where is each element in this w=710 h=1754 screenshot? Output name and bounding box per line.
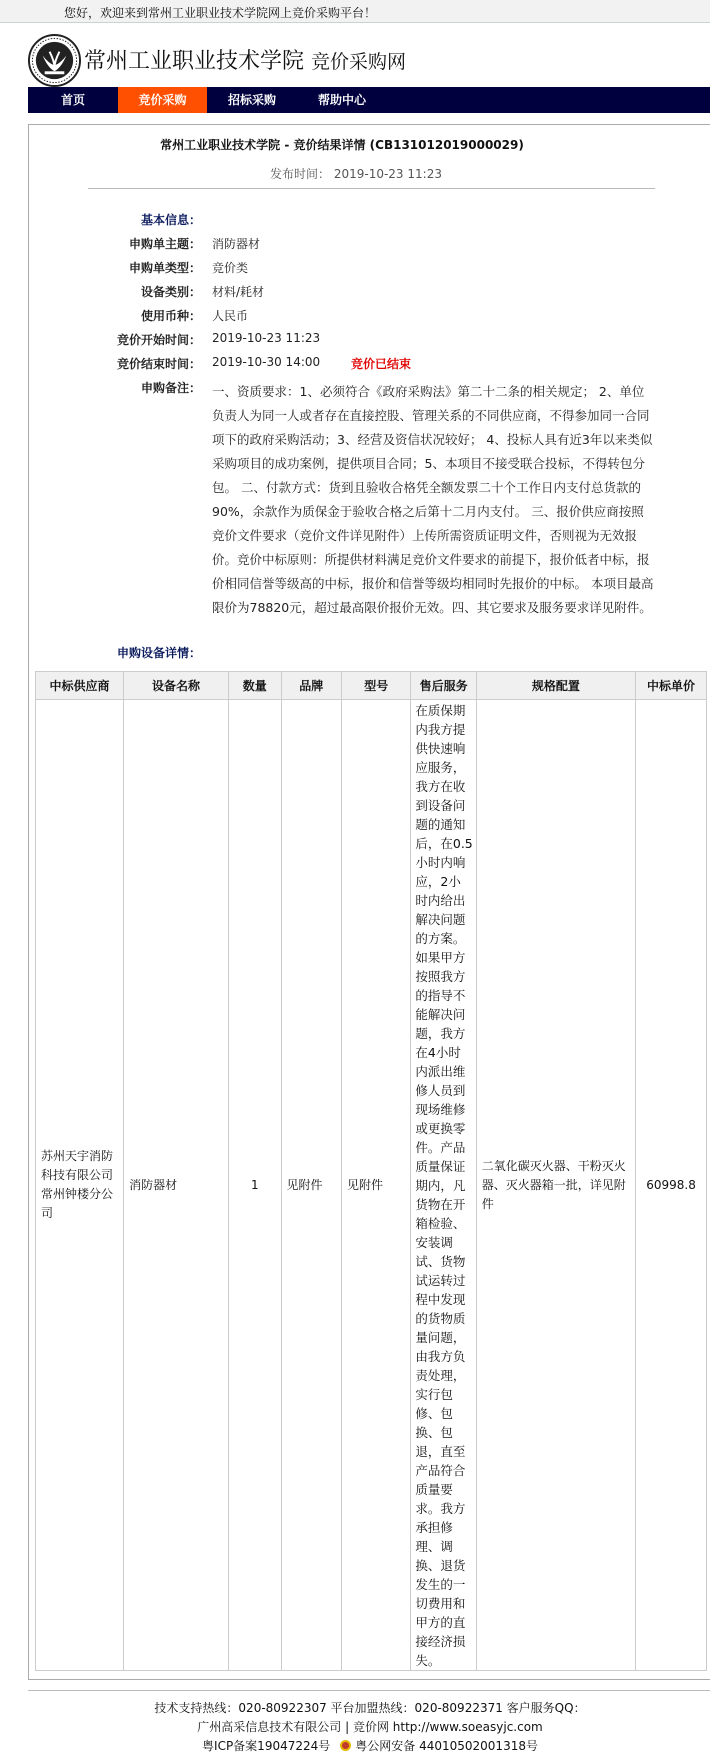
model-cell: 见附件	[342, 700, 411, 1671]
after-sales-line: 修、包	[415, 1406, 453, 1421]
field-label: 申购单主题：	[128, 237, 201, 251]
icp-record[interactable]: 粤ICP备案19047224号	[202, 1739, 331, 1753]
col-supplier: 中标供应商	[36, 672, 124, 700]
after-sales-line: 量问题，	[415, 1330, 466, 1345]
after-sales-line: 解决问题	[415, 912, 466, 927]
after-sales-line: 应，2小	[415, 874, 461, 889]
table-row	[36, 700, 707, 1671]
after-sales-line: 甲方的直	[415, 1615, 466, 1630]
welcome-text: 您好，欢迎来到常州工业职业技术学院网上竞价采购平台！	[64, 6, 377, 20]
name-cell: 消防器材	[124, 700, 229, 1671]
after-sales-line: 理、调	[415, 1539, 453, 1554]
after-sales-line: 题的通知	[415, 817, 466, 832]
after-sales-line: 换、包	[415, 1425, 453, 1440]
after-sales-line: 内派出维	[415, 1064, 466, 1079]
after-sales-line: 能解决问	[415, 1007, 466, 1022]
field-label: 竞价开始时间：	[116, 333, 201, 347]
after-sales-line: 现场维修	[415, 1102, 466, 1117]
field-label: 设备类别：	[140, 285, 201, 299]
page-title: 常州工业职业技术学院 - 竞价结果详情 (CB131012019000029)	[160, 138, 524, 152]
after-sales-line: 货物在开	[415, 1197, 466, 1212]
after-sales-line: 实行包	[415, 1387, 453, 1402]
college-logo-icon	[28, 34, 81, 87]
equipment-section-label: 申购设备详情：	[117, 646, 202, 660]
bid-status: 竞价已结束	[351, 357, 412, 371]
supplier-cell: 苏州天宇消防科技有限公司常州钟楼分公司	[36, 700, 124, 1671]
after-sales-line: 试、货物	[415, 1254, 466, 1269]
nav-bidding-purchase[interactable]: 竞价采购	[118, 87, 207, 113]
after-sales-line: 试运转过	[415, 1273, 466, 1288]
col-qty: 数量	[229, 672, 282, 700]
police-badge-icon	[340, 1740, 351, 1751]
after-sales-line: 产品符合	[415, 1463, 466, 1478]
after-sales-line: 或更换零	[415, 1121, 466, 1136]
after-sales-line: 件。产品	[415, 1140, 466, 1155]
field-row	[28, 355, 428, 375]
remark-text: 一、资质要求：1、必须符合《政府采购法》第二十二条的相关规定； 2、单位负责人为同一人或者存在直接控股、管理关系的不同供应商，不得参加同一合同项下的政府采购活动；3、经营及资信状况较好； 4、投标人具有近3年以来类似采购项目的成功案例，提供项目合同；5、本项目不接受联合投标，不得转包分包。 二、付款方式：货到且验收合格凭全额发票二十个工作日内支付总货款的90%，余款作为质保金于验收合格之后第十二月内支付。 三、报价供应商按照竞价文件要求（竞价文件详见附件）上传所需资质证明文件，否则视为无效报价。竞价中标原则：所提供材料满足竞价文件要求的前提下，报价低者中标，报价相同信誉等级高的中标，报价和信誉等级均相同时先报价的中标。 本项目最高限价为78820元，超过最高限价报价无效。四、其它要求及服务要求详见附件。	[212, 384, 654, 615]
nav-home[interactable]: 首页	[60, 93, 85, 107]
after-sales-line: 切费用和	[415, 1596, 466, 1611]
after-sales-line: 按照我方	[415, 969, 466, 984]
price-cell: 60998.8	[636, 700, 707, 1671]
after-sales-cell	[411, 700, 476, 1671]
police-record[interactable]: 粤公网安备 44010502001318号	[355, 1739, 538, 1753]
main-nav	[28, 87, 710, 113]
after-sales-line: 质量保证	[415, 1159, 466, 1174]
nav-help-center[interactable]: 帮助中心	[317, 93, 366, 107]
after-sales-line: 供快速响	[415, 741, 466, 756]
after-sales-line: 应服务，	[415, 760, 466, 775]
after-sales-line: 修人员到	[415, 1083, 466, 1098]
nav-tender-purchase[interactable]: 招标采购	[227, 93, 276, 107]
footer-hotlines: 技术支持热线：020-80922307 平台加盟热线：020-80922371 客户服务QQ：	[154, 1701, 586, 1715]
field-label: 竞价结束时间：	[116, 357, 201, 371]
after-sales-line: 小时内响	[415, 855, 466, 870]
after-sales-line: 退，直至	[415, 1444, 466, 1459]
col-name: 设备名称	[124, 672, 229, 700]
equipment-table	[35, 671, 707, 1671]
after-sales-line: 后，在0.5	[415, 836, 473, 851]
after-sales-line: 责处理，	[415, 1368, 466, 1383]
field-value: 2019-10-30 14:00	[212, 355, 321, 369]
after-sales-line: 到设备问	[415, 798, 466, 813]
table-header-row	[36, 672, 707, 700]
after-sales-line: 时内给出	[415, 893, 466, 908]
publish-time: 发布时间： 2019-10-23 11:23	[270, 167, 442, 181]
site-name: 常州工业职业技术学院 竞价采购网	[84, 49, 407, 74]
after-sales-line: 我方在收	[415, 779, 466, 794]
spec-cell: 二氧化碳灭火器、干粉灭火器、灭火器箱一批，详见附件	[476, 700, 635, 1671]
after-sales-line: 在4小时	[415, 1045, 461, 1060]
after-sales-line: 安装调	[415, 1235, 453, 1250]
col-price: 中标单价	[636, 672, 707, 700]
col-brand: 品牌	[281, 672, 341, 700]
after-sales-line: 的方案。	[415, 931, 466, 946]
after-sales-line: 发生的一	[415, 1577, 466, 1592]
after-sales-line: 接经济损	[415, 1634, 466, 1649]
after-sales-line: 的指导不	[415, 988, 466, 1003]
field-value: 竞价类	[212, 261, 249, 275]
top-welcome-bar	[0, 0, 710, 23]
remark-label: 申购备注：	[140, 381, 201, 395]
footer-company: 广州高采信息技术有限公司 | 竞价网 http://www.soeasyjc.com	[197, 1720, 543, 1734]
basic-info-label: 基本信息：	[140, 213, 201, 227]
col-spec: 规格配置	[476, 672, 635, 700]
footer-divider	[28, 1690, 710, 1691]
after-sales-line: 如果甲方	[415, 950, 466, 965]
after-sales-line: 质量要	[415, 1482, 453, 1497]
field-value: 人民币	[212, 309, 249, 323]
after-sales-line: 失。	[415, 1653, 441, 1668]
after-sales-line: 箱检验、	[415, 1216, 466, 1231]
field-value: 材料/耗材	[212, 285, 265, 299]
divider	[88, 188, 655, 189]
after-sales-line: 程中发现	[415, 1292, 466, 1307]
after-sales-line: 在质保期	[415, 703, 466, 718]
after-sales-line: 求。我方	[415, 1501, 466, 1516]
after-sales-line: 承担修	[415, 1520, 453, 1535]
after-sales-line: 换、退货	[415, 1558, 466, 1573]
after-sales-line: 题，我方	[415, 1026, 466, 1041]
qty-cell: 1	[229, 700, 282, 1671]
col-model: 型号	[342, 672, 411, 700]
field-label: 申购单类型：	[128, 261, 201, 275]
after-sales-line: 期内，凡	[415, 1178, 466, 1193]
field-value: 消防器材	[212, 237, 261, 251]
brand-cell: 见附件	[281, 700, 341, 1671]
field-label: 使用币种：	[140, 309, 201, 323]
after-sales-line: 的货物质	[415, 1311, 466, 1326]
col-after-sales: 售后服务	[411, 672, 476, 700]
after-sales-line: 内我方提	[415, 722, 466, 737]
footer-records	[28, 1737, 710, 1754]
field-value: 2019-10-23 11:23	[212, 331, 321, 345]
after-sales-line: 由我方负	[415, 1349, 466, 1364]
